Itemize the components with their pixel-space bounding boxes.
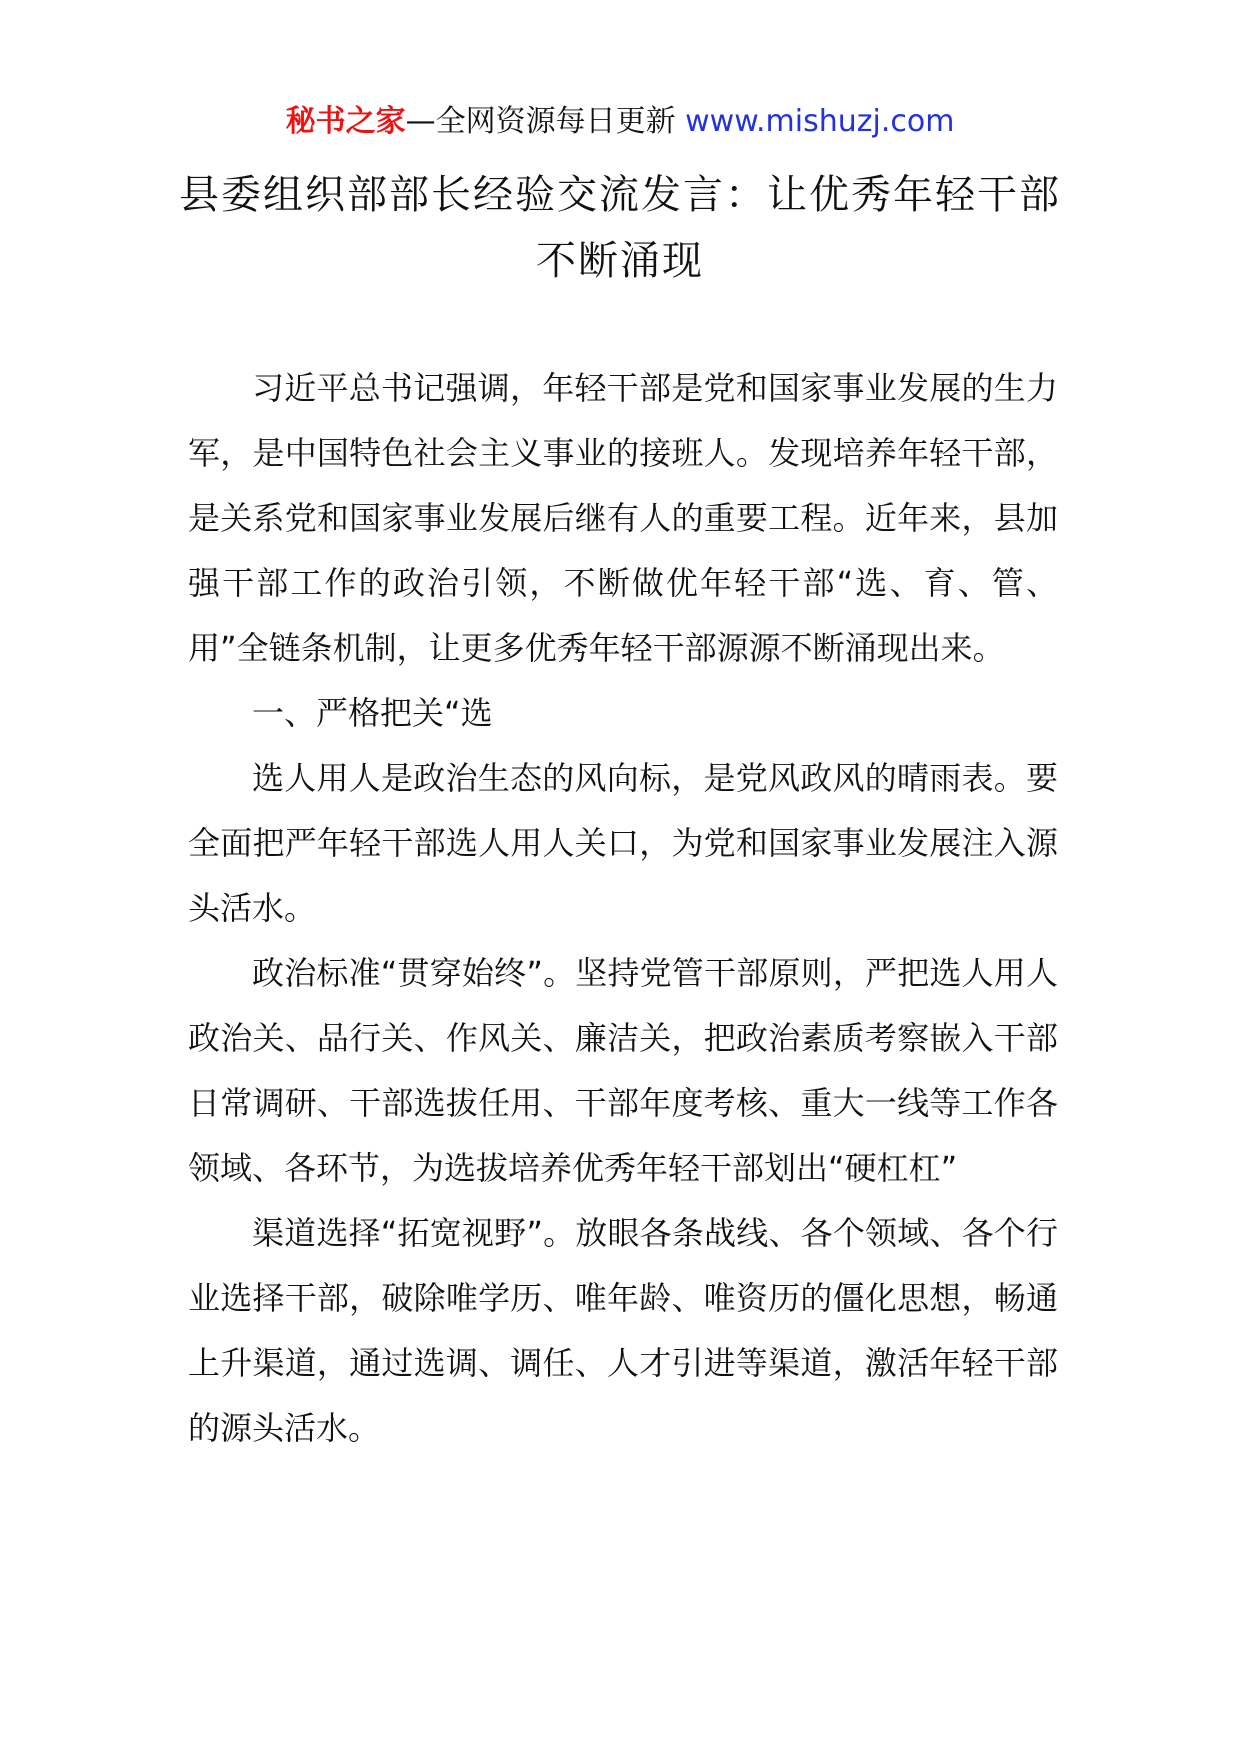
section-heading: 一、严格把关“选 [252,694,493,732]
paragraph: 选人用人是政治生态的风向标，是党风政风的晴雨表。要全面把严年轻干部选人用人关口，为党和国家事业发展注入源头活水。 [188,759,1058,927]
paragraph-intro: 习近平总书记强调，年轻干部是党和国家事业发展的生力军，是中国特色社会主义事业的接班人。发现培养年轻干部，是关系党和国家事业发展后继有人的重要工程。近年来，县加强干部工作的政治引领，不断做优年轻干部“选、育、管、用”全链条机制，让更多优秀年轻干部源源不断涌现出来。 [188,369,1058,667]
site-link[interactable]: www.mishuzj.com [685,104,955,139]
document-title: 县委组织部部长经验交流发言：让优秀年轻干部不断涌现 [179,172,1061,284]
document-body [188,356,1058,1461]
brand-name: 秘书之家 [285,104,406,139]
brand-tagline: —全网资源每日更新 [405,104,676,139]
paragraph: 政治标准“贯穿始终”。坚持党管干部原则，严把选人用人政治关、品行关、作风关、廉洁关，把政治素质考察嵌入干部日常调研、干部选拔任用、干部年度考核、重大一线等工作各领域、各环节，为选拔培养优秀年轻干部划出“硬杠杠” [188,954,1058,1187]
watermark-header [0,100,1240,144]
paragraph: 渠道选择“拓宽视野”。放眼各条战线、各个领域、各个行业选择干部，破除唯学历、唯年龄、唯资历的僵化思想，畅通上升渠道，通过选调、调任、人才引进等渠道，激活年轻干部的源头活水。 [188,1214,1058,1447]
